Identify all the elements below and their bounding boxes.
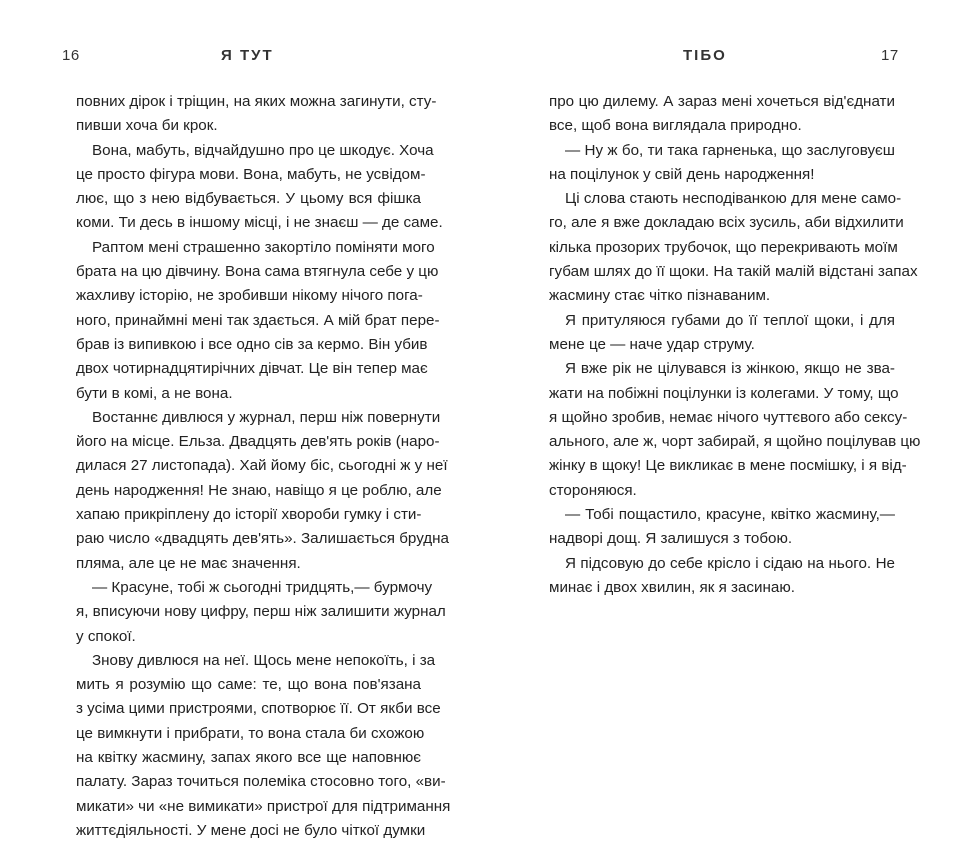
text-line: це просто фігура мови. Вона, мабуть, не усвідом- (76, 165, 426, 183)
text-line: повних дірок і тріщин, на яких можна загинути, сту- (76, 93, 437, 110)
text-line: — Тобі пощастило, красуне, квітко жасмину,— (565, 506, 895, 524)
text-line: на поцілунок у свій день народження! (549, 165, 815, 183)
text-line: палату. Зараз точиться полеміка стосовно того, «ви- (76, 773, 446, 791)
text-line: життєдіяльності. У мене досі не було чіткої думки (76, 821, 426, 839)
text-line: коми. Ти десь в іншому місці, і не знаєш — де саме. (76, 214, 443, 232)
text-line: стороняюся. (549, 481, 637, 499)
left-page-body (76, 90, 451, 843)
right-page-body (549, 90, 921, 600)
text-line: ального, але ж, чорт забирай, я щойно поцілував цю (549, 433, 921, 451)
text-line: минає і двох хвилин, як я засинаю. (549, 578, 795, 596)
text-line: все, щоб вона виглядала природно. (549, 117, 802, 135)
text-line: го, але я вже докладаю всіх зусиль, аби відхилити (549, 214, 904, 232)
text-line: Вона, мабуть, відчайдушно про це шкодує. Хоча (92, 141, 434, 159)
text-line: на квітку жасмину, запах якого все ще наповнює (76, 749, 421, 767)
text-line: у спокої. (76, 627, 136, 645)
text-line: раю число «двадцять дев'ять». Залишається брудна (76, 530, 449, 548)
text-line: його на місце. Ельза. Двадцять дев'ять років (наро- (76, 433, 440, 451)
text-line: жасмину стає чітко пізнаваним. (549, 287, 771, 305)
text-line: пляма, але це не має значення. (76, 554, 301, 572)
text-line: лює, що з нею відбувається. У цьому вся фішка (76, 190, 421, 208)
text-line: Я вже рік не цілувався із жінкою, якщо не зва- (565, 360, 895, 378)
text-line: Ці слова стають несподіванкою для мене само- (565, 190, 902, 208)
text-line: жахливу історію, не зробивши нікому нічого пога- (76, 287, 423, 305)
text-line: жати на побіжні поцілунки із колегами. У тому, що (549, 384, 899, 402)
text-line: губам шлях до її щоки. На такій малій відстані запах (549, 263, 918, 281)
text-line: двох чотирнадцятирічних дівчат. Це він тепер має (76, 360, 428, 378)
left-running-title: Я ТУТ (221, 47, 274, 64)
text-line: — Ну ж бо, ти така гарненька, що заслуговуєш (565, 141, 895, 159)
right-page-number: 17 (881, 47, 899, 64)
left-page-number: 16 (62, 47, 80, 64)
text-line: хапаю прикріплену до історії хвороби гумку і сти- (76, 506, 422, 524)
text-line: кілька прозорих трубочок, що перекривають моїм (549, 238, 898, 256)
text-line: брав із випивкою і все одно сів за кермо. Він убив (76, 335, 428, 353)
text-line: Я притуляюся губами до її теплої щоки, і для (565, 311, 895, 329)
text-line: дилася 27 листопада). Хай йому біс, сьогодні ж у неї (76, 457, 448, 475)
text-line: Востаннє дивлюся у журнал, перш ніж повернути (92, 408, 441, 426)
text-line: я, вписуючи нову цифру, перш ніж залишити журнал (76, 603, 446, 621)
text-line: ного, принаймні мені так здається. А мій брат пере- (76, 311, 440, 329)
text-line: — Красуне, тобі ж сьогодні тридцять,— бурмочу (92, 578, 433, 596)
text-line: Раптом мені страшенно закортіло поміняти мого (92, 238, 435, 256)
text-line: Знову дивлюся на неї. Щось мене непокоїть, і за (92, 651, 436, 669)
text-line: з усіма цими пристроями, спотворює її. От якби все (76, 700, 441, 718)
text-line: я щойно зробив, немає нічого чуттєвого або сексу- (549, 408, 908, 426)
text-line: жінку в щоку! Це викликає в мене посмішку, і я від- (549, 457, 907, 475)
text-line: микати» чи «не вимикати» пристрої для підтримання (76, 797, 451, 815)
text-line: пивши хоча би крок. (76, 117, 218, 135)
text-line: мене це — наче удар струму. (549, 335, 755, 353)
text-line: бути в комі, а не вона. (76, 384, 233, 402)
left-page-header (0, 44, 485, 68)
left-page (0, 0, 485, 839)
right-page (485, 0, 970, 746)
text-line: Я підсовую до себе крісло і сідаю на нього. Не (565, 554, 895, 572)
text-line: про цю дилему. А зараз мені хочеться від'єднати (549, 93, 895, 110)
text-line: брата на цю дівчину. Вона сама втягнула себе у цю (76, 263, 439, 281)
text-line: день народження! Не знаю, навіщо я це роблю, але (76, 481, 442, 499)
text-line: мить я розумію що саме: те, що вона пов'язана (76, 676, 421, 694)
right-page-header (485, 44, 970, 68)
right-running-title: ТІБО (683, 47, 727, 64)
text-line: надворі дощ. Я залишуся з тобою. (549, 530, 793, 548)
text-line: це вимкнути і прибрати, то вона стала би схожою (76, 724, 425, 742)
